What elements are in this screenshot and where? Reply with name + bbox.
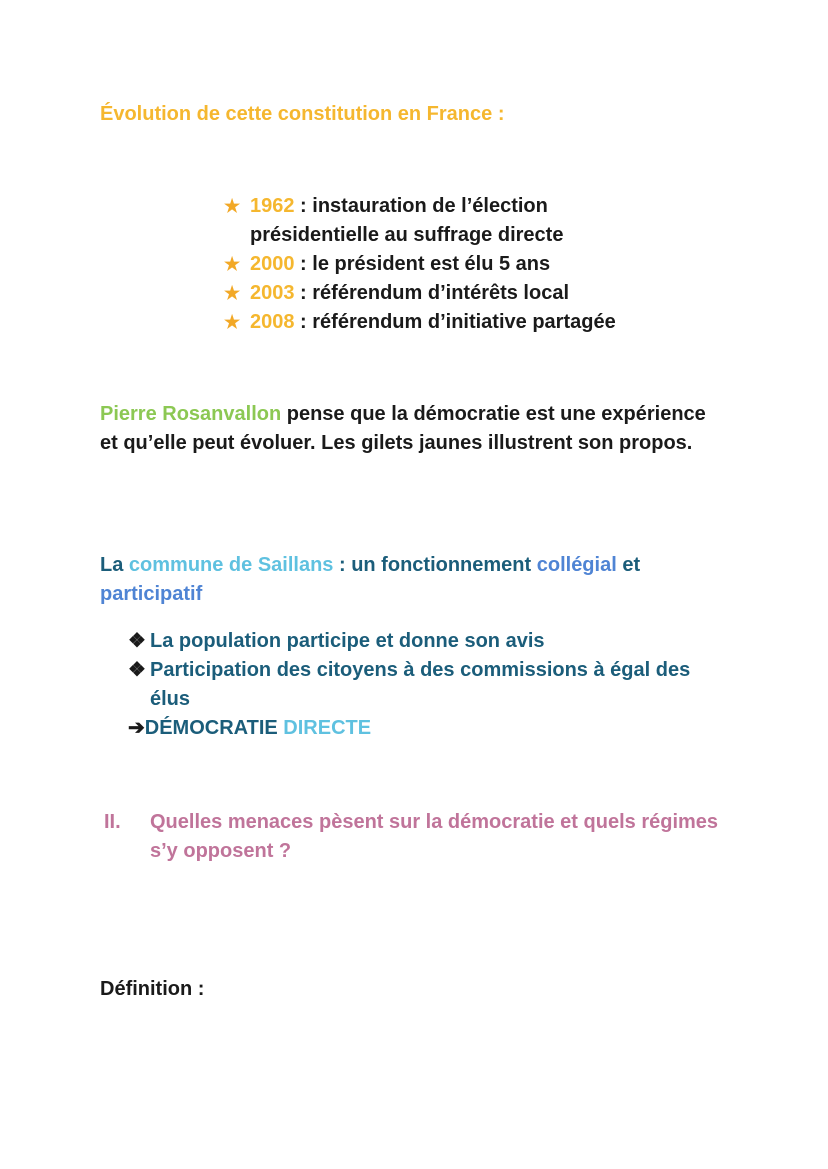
timeline-year: 2000 [250, 253, 295, 275]
star-icon: ★ [224, 254, 241, 274]
conclusion-word: DIRECTE [283, 717, 372, 739]
section-title: Quelles menaces pèsent sur la démocratie et quels régimes s’y opposent ? [150, 811, 719, 862]
list-item-text: Participation des citoyens à des commissions à égal des élus [150, 659, 691, 710]
heading-keyword: collégial [536, 554, 617, 576]
saillans-list [128, 627, 728, 714]
section-heading [104, 808, 724, 866]
list-item [128, 656, 728, 714]
author-name: Pierre Rosanvallon [100, 403, 282, 425]
timeline-text: : instauration de l’élection [294, 195, 548, 217]
conclusion-word: DÉMOCRATIE [144, 717, 284, 739]
timeline-text: : référendum d’initiative partagée [294, 311, 616, 333]
section-number: II. [104, 811, 121, 833]
arrow-icon: ➔ [128, 717, 145, 739]
rosanvallon-paragraph [100, 400, 720, 458]
list-item-text: La population participe et donne son avis [150, 630, 545, 652]
list-item [224, 192, 616, 250]
list-item [128, 627, 728, 656]
list-item [224, 250, 616, 279]
star-icon: ★ [224, 283, 241, 303]
star-icon: ★ [224, 312, 241, 332]
timeline-year: 2003 [250, 282, 295, 304]
heading-part: : un fonctionnement [333, 554, 537, 576]
definition-label: Définition : [100, 978, 205, 1000]
timeline-text: : référendum d’intérêts local [294, 282, 570, 304]
heading-part: La [100, 554, 129, 576]
conclusion [128, 714, 371, 743]
paragraph-text: pense que la démocratie est une expérience et qu’elle peut évoluer. Les gilets jaunes illustrent son propos. [100, 403, 706, 454]
list-item [224, 308, 616, 337]
heading-part: et [616, 554, 641, 576]
timeline-text: : le président est élu 5 ans [294, 253, 551, 275]
heading-keyword: participatif [100, 583, 203, 605]
timeline-list [224, 192, 616, 337]
timeline-year: 2008 [250, 311, 295, 333]
section-title: Évolution de cette constitution en France : [100, 103, 505, 125]
diamond-bullet-icon: ❖ [128, 630, 146, 652]
commune-name: commune de Saillans [128, 554, 334, 576]
star-icon: ★ [224, 196, 241, 216]
timeline-year: 1962 [250, 195, 295, 217]
timeline-text-continued: présidentielle au suffrage directe [250, 224, 564, 246]
diamond-bullet-icon: ❖ [128, 659, 146, 681]
list-item [224, 279, 616, 308]
saillans-heading [100, 551, 730, 609]
